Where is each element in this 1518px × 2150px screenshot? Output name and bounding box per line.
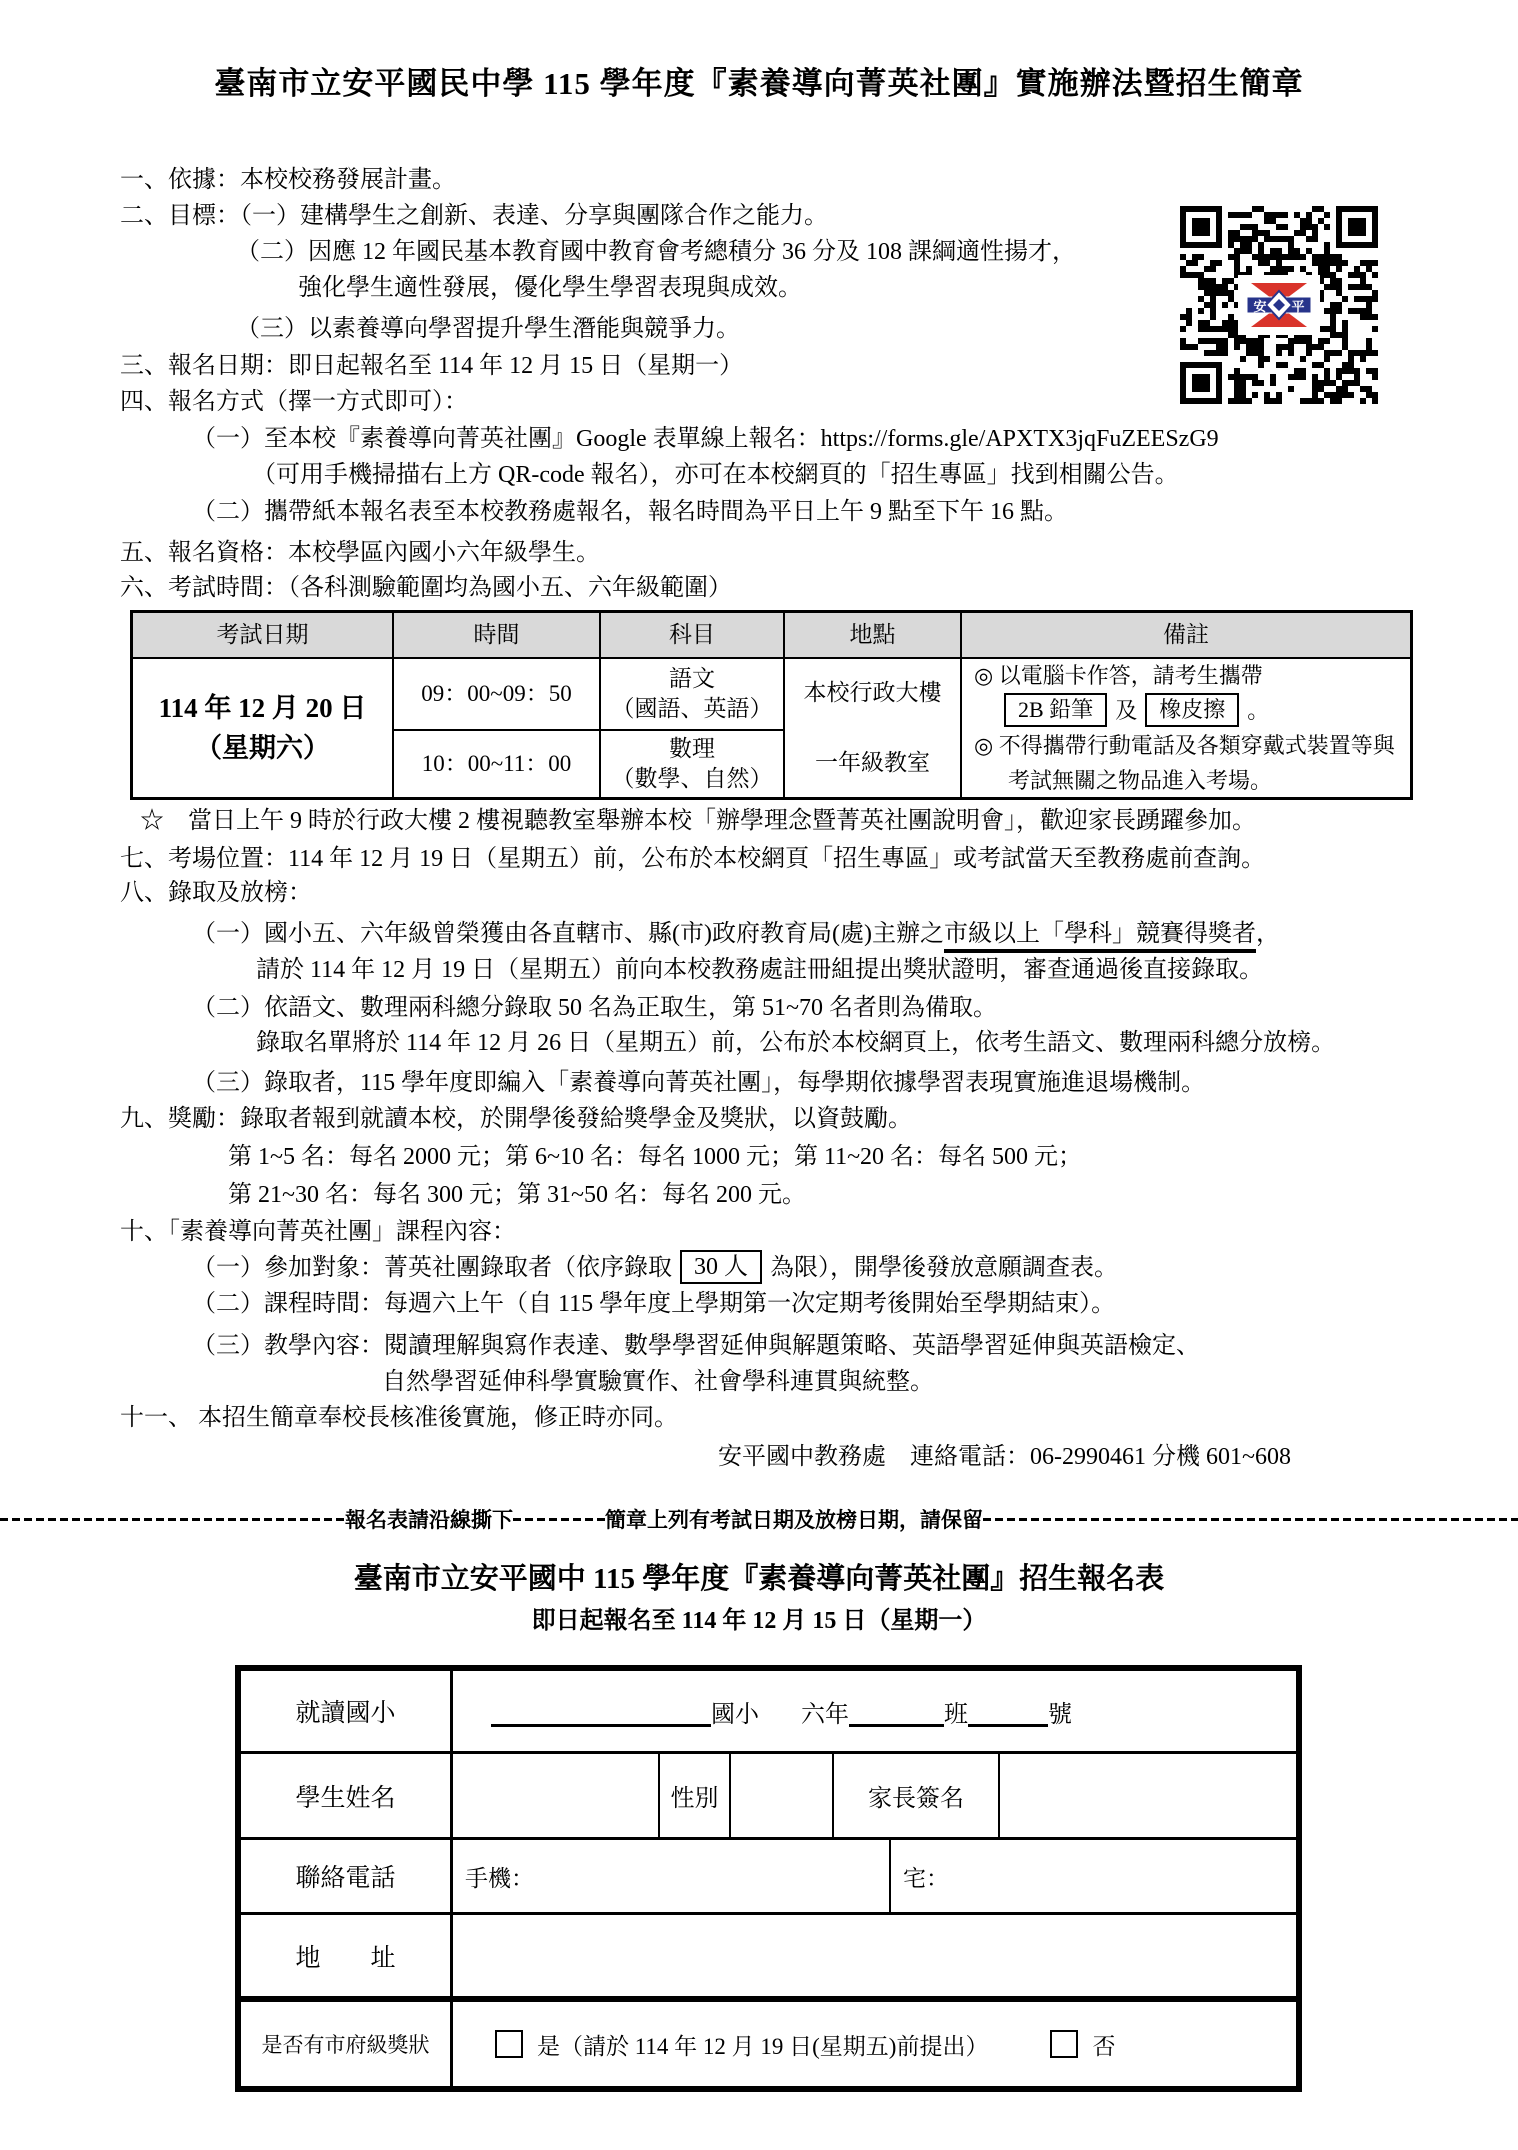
underlined-emphasis: 市級以上「學科」競賽得獎者	[944, 921, 1256, 953]
school-logo-svg	[1245, 282, 1313, 328]
subject-detail: （數學、自然）	[611, 766, 773, 791]
doc-line-goal: 二、目標：（一）建構學生之創新、表達、分享與團隊合作之能力。	[120, 203, 828, 229]
exam-remark-cell	[962, 659, 1410, 797]
doc-line-signup-method: 四、報名方式（擇一方式即可）：	[120, 389, 468, 415]
student-name-label: 學生姓名	[241, 1754, 453, 1840]
doc-line-participants: （一）參加對象：菁英社團錄取者（依序錄取 30 人 為限），開學後發放意願調查表。	[192, 1248, 1118, 1288]
phone-label: 聯絡電話	[241, 1840, 453, 1915]
address-label: 地 址	[241, 1915, 453, 2002]
checkbox-yes[interactable]	[495, 2030, 523, 2058]
tear-label-right: 簡章上列有考試日期及放榜日期，請保留	[605, 1508, 983, 1532]
mobile-phone-field[interactable]: 手機：	[453, 1840, 891, 1912]
school-field-row: 國小 六年 班 號	[453, 1671, 1296, 1754]
award-no-label: 否	[1092, 2033, 1116, 2059]
exam-header-remark: 備註	[962, 613, 1410, 659]
exam-date-cell	[133, 659, 394, 797]
school-logo	[1245, 282, 1313, 328]
quota-box: 30 人	[680, 1250, 762, 1284]
doc-line-goal2: （二）因應 12 年國民基本教育國中教育會考總積分 36 分及 108 課綱適性揚才，	[236, 239, 1076, 265]
qr-code	[1180, 206, 1378, 404]
exam-header-time: 時間	[394, 613, 601, 659]
doc-line-course-time: （二）課程時間：每週六上午（自 115 學年度上學期第一次定期考後開始至學期結束）。	[192, 1291, 1116, 1317]
subject-detail: （國語、英語）	[611, 696, 773, 721]
subject-name: 數理	[669, 736, 715, 761]
tear-label-left: 報名表請沿線撕下	[345, 1508, 513, 1532]
doc-line-quota: （二）依語文、數理兩科總分錄取 50 名為正取生，第 51~70 名者則為備取。	[192, 995, 997, 1021]
doc-line-enrollment: （三）錄取者，115 學年度即編入「素養導向菁英社團」，每學期依據學習表現實施進退場機制。	[192, 1070, 1206, 1096]
doc-line-exam-time: 六、考試時間：（各科測驗範圍均為國小五、六年級範圍）	[120, 575, 732, 601]
doc-line-qr-note: （可用手機掃描右上方 QR-code 報名），亦可在本校網頁的「招生專區」找到相關公告。	[252, 462, 1179, 488]
document-title: 臺南市立安平國民中學 115 學年度『素養導向菁英社團』實施辦法暨招生簡章	[214, 66, 1304, 101]
doc-line-eligibility: 五、報名資格：本校學區內國小六年級學生。	[120, 540, 600, 566]
exam-time-2: 10：00~11：00	[394, 731, 601, 797]
remark-line-1: ◎ 以電腦卡作答，請考生攜帶	[974, 663, 1263, 688]
online-signup-text: （一）至本校『素養導向菁英社團』Google 表單線上報名：	[192, 426, 821, 452]
exam-header-location: 地點	[785, 613, 962, 659]
signup-url-link[interactable]: https://forms.gle/APXTX3jqFuZEESzG9	[820, 426, 1219, 452]
registration-form-table	[235, 1665, 1302, 2092]
doc-line-basis: 一、依據：本校校務發展計畫。	[120, 167, 456, 193]
double-circle-bullet-icon: ◎	[974, 733, 994, 758]
student-name-blank-field[interactable]	[453, 1754, 660, 1837]
doc-line-course-content: （三）教學內容：閱讀理解與寫作表達、數學學習延伸與解題策略、英語學習延伸與英語檢定、	[192, 1333, 1200, 1359]
remark-line-boxes: 2B 鉛筆 及 橡皮擦 。	[974, 693, 1269, 728]
doc-line-award-proof: 請於 114 年 12 月 19 日（星期五）前向本校教務處註冊組提出獎狀證明，審查通過後直接錄取。	[256, 957, 1264, 983]
doc-line-course-content-cont: 自然學習延伸科學實驗實作、社會學科連貫與統整。	[382, 1369, 934, 1395]
award-row	[453, 2002, 1296, 2086]
doc-line-award-admission: （一）國小五、六年級曾榮獲由各直轄市、縣(市)政府教育局(處)主辦之市級以上「學科」競賽得獎者，	[192, 914, 1280, 954]
checkbox-no[interactable]	[1050, 2030, 1078, 2058]
gender-label: 性別	[660, 1754, 731, 1837]
exam-schedule-table	[130, 610, 1413, 800]
exam-date: 114 年 12 月 20 日	[158, 693, 367, 723]
doc-line-venue: 七、考場位置：114 年 12 月 19 日（星期五）前，公布於本校網頁「招生專區」或考試當天至教務處前查詢。	[120, 846, 1266, 872]
double-circle-bullet-icon: ◎	[974, 663, 994, 688]
phone-row	[453, 1840, 1296, 1915]
doc-line-reward: 九、獎勵：錄取者報到就讀本校，於開學後發給獎學金及獎狀，以資鼓勵。	[120, 1106, 912, 1132]
class-blank-field[interactable]	[849, 1724, 944, 1727]
doc-line-reward-amounts-2: 第 21~30 名：每名 300 元；第 31~50 名：每名 200 元。	[228, 1182, 806, 1208]
doc-line-signup-date: 三、報名日期：即日起報名至 114 年 12 月 15 日（星期一）	[120, 353, 744, 379]
exam-location-cell	[785, 659, 962, 797]
pencil-box: 2B 鉛筆	[1004, 693, 1107, 727]
tear-dashes	[983, 1518, 1518, 1521]
form-title: 臺南市立安平國中 115 學年度『素養導向菁英社團』招生報名表	[353, 1563, 1165, 1595]
doc-line-announce: 錄取名單將於 114 年 12 月 26 日（星期五）前，公布於本校網頁上，依考生語文、數理兩科總分放榜。	[256, 1030, 1336, 1056]
location-line2: 一年級教室	[815, 750, 930, 775]
eraser-box: 橡皮擦	[1145, 693, 1239, 727]
exam-weekday: （星期六）	[195, 733, 330, 763]
subject-name: 語文	[669, 666, 715, 691]
doc-line-curriculum: 十、「素養導向菁英社團」課程內容：	[120, 1219, 516, 1245]
award-label: 是否有市府級獎狀	[241, 2002, 453, 2086]
logo-char-right: 平	[1291, 299, 1305, 314]
exam-header-date: 考試日期	[133, 613, 394, 659]
doc-line-admission: 八、錄取及放榜：	[120, 880, 312, 906]
exam-subject-1	[601, 659, 785, 731]
doc-line-online-signup	[192, 419, 1219, 459]
award-yes-label: 是（請於 114 年 12 月 19 日(星期五)前提出）	[537, 2033, 989, 2059]
doc-line-approval: 十一、 本招生簡章奉校長核准後實施，修正時亦同。	[120, 1405, 678, 1431]
tear-dashes	[0, 1518, 345, 1521]
doc-line-orientation: ☆ 當日上午 9 時於行政大樓 2 樓視聽教室舉辦本校「辦學理念暨菁英社團說明會」，歡迎家長踴躍參加。	[140, 808, 1256, 834]
exam-header-subject: 科目	[601, 613, 785, 659]
doc-line-goal2-cont: 強化學生適性發展，優化學生學習表現與成效。	[298, 275, 802, 301]
doc-line-paper-signup: （二）攜帶紙本報名表至本校教務處報名，報名時間為平日上午 9 點至下午 16 點。	[192, 499, 1068, 525]
seat-number-blank-field[interactable]	[968, 1724, 1048, 1727]
form-subtitle: 即日起報名至 114 年 12 月 15 日（星期一）	[531, 1608, 987, 1634]
location-line1: 本校行政大樓	[803, 680, 942, 705]
contact-line: 安平國中教務處 連絡電話：06-2990461 分機 601~608	[718, 1444, 1291, 1470]
exam-time-1: 09：00~09：50	[394, 659, 601, 731]
school-name-blank-field[interactable]	[491, 1724, 711, 1727]
exam-subject-2	[601, 731, 785, 797]
parent-signature-blank-field[interactable]	[1000, 1754, 1296, 1837]
gender-blank-field[interactable]	[731, 1754, 834, 1837]
student-name-row	[453, 1754, 1296, 1840]
tear-line	[0, 1504, 1518, 1534]
school-label: 就讀國小	[241, 1671, 453, 1754]
home-phone-field[interactable]: 宅：	[903, 1865, 949, 1891]
parent-signature-label: 家長簽名	[834, 1754, 1000, 1837]
address-blank-field[interactable]	[453, 1915, 1296, 2002]
doc-line-reward-amounts-1: 第 1~5 名：每名 2000 元；第 6~10 名：每名 1000 元；第 11~20 名：每名 500 元；	[228, 1144, 1083, 1170]
remark-line-2: ◎ 不得攜帶行動電話及各類穿戴式裝置等與考試無關之物品進入考場。	[974, 733, 1395, 793]
tear-dashes	[513, 1518, 605, 1521]
logo-char-left: 安	[1253, 299, 1267, 314]
doc-line-goal3: （三）以素養導向學習提升學生潛能與競爭力。	[236, 316, 740, 342]
